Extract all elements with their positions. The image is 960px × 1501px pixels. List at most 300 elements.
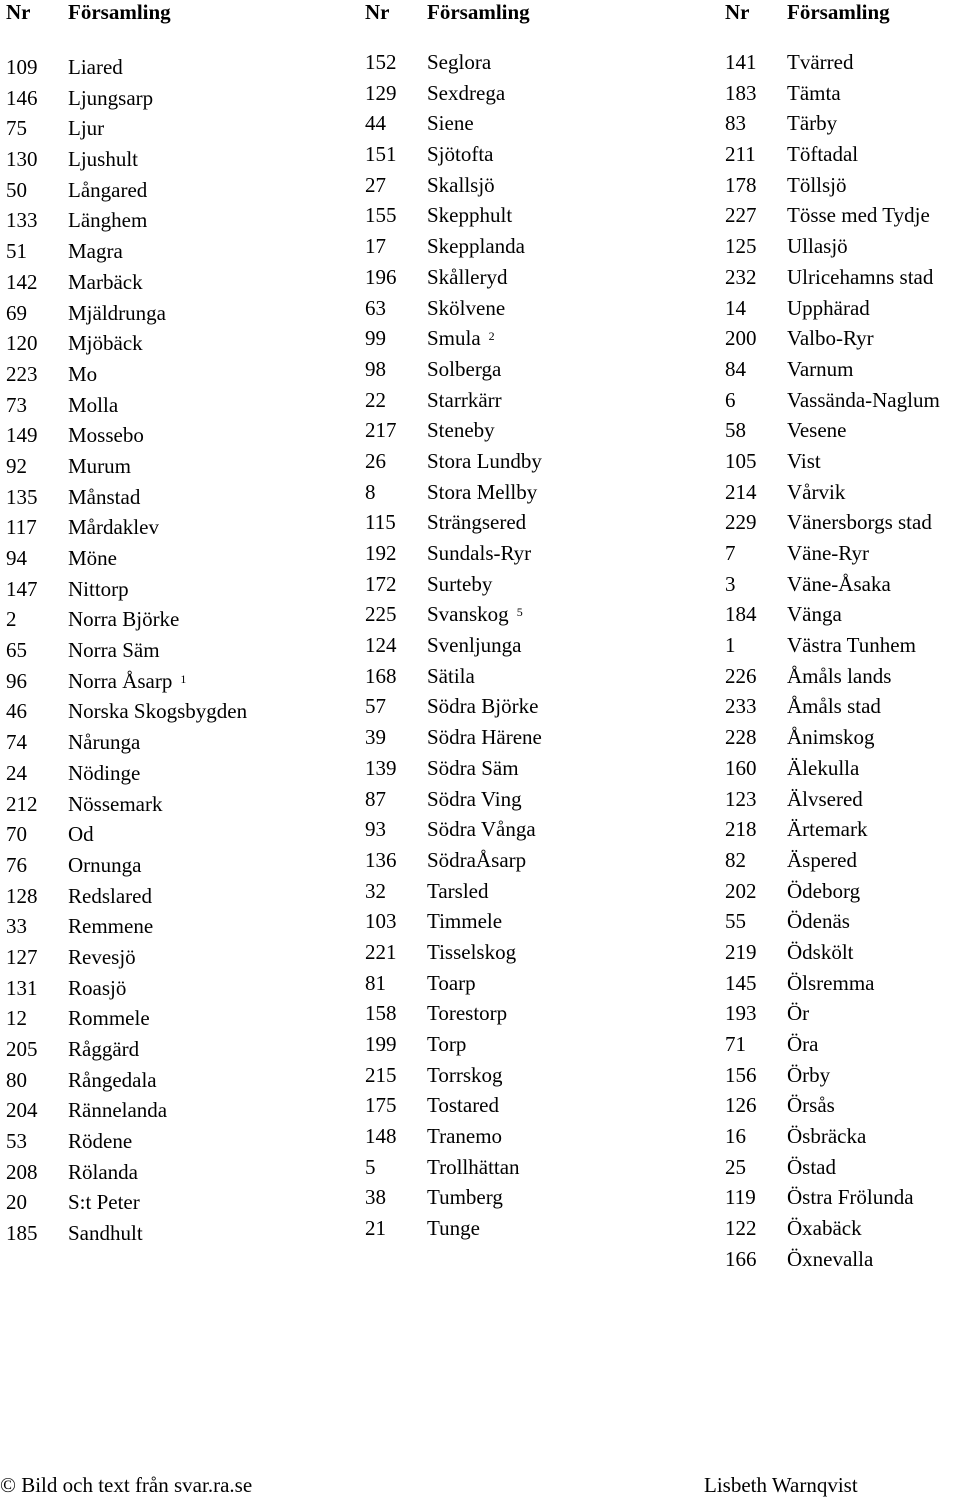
parish-name: Åmåls lands	[787, 663, 892, 688]
parish-name: Revesjö	[68, 944, 136, 969]
list-item	[6, 390, 247, 421]
parish-name: Åmåls stad	[787, 694, 881, 719]
header-nr: Nr	[725, 0, 750, 24]
parish-number: 6	[725, 387, 736, 412]
parish-name: Skålleryd	[427, 264, 508, 289]
list-item	[6, 574, 247, 605]
list-item	[725, 1121, 940, 1152]
list-item	[6, 850, 247, 881]
header-nr: Nr	[365, 0, 390, 24]
parish-name: Roasjö	[68, 975, 127, 1000]
list-item	[365, 661, 542, 692]
list-item	[725, 876, 940, 907]
list-item	[365, 998, 542, 1029]
parish-number: 75	[6, 116, 27, 141]
parish-number: 87	[365, 786, 386, 811]
parish-name: Södra Härene	[427, 725, 542, 750]
list-item	[365, 415, 542, 446]
parish-number: 226	[725, 663, 757, 688]
parish-number: 98	[365, 356, 386, 381]
parish-name: Rölanda	[68, 1159, 138, 1184]
parish-list	[725, 47, 940, 1275]
parish-name: Tumberg	[427, 1185, 503, 1210]
header-forsamling: Församling	[787, 0, 890, 24]
list-item	[365, 477, 542, 508]
parish-name: Norra Åsarp	[68, 668, 173, 693]
list-item	[365, 200, 542, 231]
parish-number: 115	[365, 510, 396, 535]
list-item	[725, 661, 940, 692]
list-item	[725, 599, 940, 630]
parish-name: Öra	[787, 1032, 819, 1056]
parish-number: 139	[365, 755, 397, 780]
parish-number: 122	[725, 1216, 757, 1241]
list-item	[365, 753, 542, 784]
parish-name: Vesene	[787, 418, 847, 443]
parish-number: 2	[6, 607, 17, 632]
list-item	[365, 78, 542, 109]
parish-name: Ödeborg	[787, 878, 861, 903]
list-item	[725, 323, 940, 354]
parish-name: Liared	[68, 55, 123, 79]
parish-number: 125	[725, 234, 757, 259]
parish-number: 65	[6, 638, 27, 663]
list-item	[365, 538, 542, 569]
parish-name: Solberga	[427, 356, 502, 381]
parish-name: Östad	[787, 1154, 836, 1179]
parish-name: Stora Lundby	[427, 448, 542, 473]
parish-number: 1	[725, 633, 736, 658]
parish-number: 141	[725, 50, 757, 74]
parish-number: 8	[365, 479, 376, 504]
parish-number: 21	[365, 1216, 386, 1241]
parish-number: 183	[725, 80, 757, 105]
list-item	[365, 108, 542, 139]
column-2	[365, 0, 542, 1241]
parish-number: 228	[725, 725, 757, 750]
parish-name: Steneby	[427, 418, 495, 443]
parish-number: 120	[6, 331, 38, 356]
parish-number: 145	[725, 970, 757, 995]
list-item	[365, 1121, 542, 1152]
list-item	[6, 1003, 247, 1034]
parish-number: 128	[6, 883, 38, 908]
parish-number: 82	[725, 847, 746, 872]
parish-name: Od	[68, 822, 94, 847]
parish-name: Mo	[68, 361, 98, 386]
parish-name: Murum	[68, 453, 131, 478]
list-item	[365, 262, 542, 293]
parish-number: 185	[6, 1221, 38, 1246]
parish-name: Långared	[68, 177, 148, 202]
column-header	[365, 0, 530, 24]
parish-name: Ornunga	[68, 852, 142, 877]
list-item	[6, 144, 247, 175]
parish-number: 212	[6, 791, 38, 816]
parish-number: 17	[365, 234, 386, 259]
parish-number: 136	[365, 847, 397, 872]
parish-name: Vist	[787, 448, 821, 473]
list-item	[365, 722, 542, 753]
header-forsamling: Församling	[427, 0, 530, 24]
parish-name: Tösse med Tydje	[787, 203, 930, 228]
parish-name: Rångedala	[68, 1067, 157, 1092]
column-3	[725, 0, 940, 1271]
list-item	[365, 1090, 542, 1121]
parish-number: 20	[6, 1190, 27, 1215]
list-item	[725, 722, 940, 753]
parish-number: 50	[6, 177, 27, 202]
parish-number: 7	[725, 541, 736, 565]
parish-number: 84	[725, 356, 746, 381]
parish-name: Väne-Åsaka	[787, 571, 891, 596]
parish-name: Öxabäck	[787, 1216, 862, 1241]
list-item	[6, 359, 247, 390]
parish-number: 25	[725, 1154, 746, 1179]
parish-name: Sjötofta	[427, 142, 494, 167]
parish-name: Rännelanda	[68, 1098, 168, 1123]
parish-number: 81	[365, 970, 386, 995]
parish-name: Norska Skogsbygden	[68, 699, 248, 724]
list-item	[365, 937, 542, 968]
parish-name: Tarsled	[427, 878, 489, 903]
parish-name: Ödskölt	[787, 939, 854, 964]
list-item	[365, 293, 542, 324]
parish-name: Svanskog	[427, 602, 509, 627]
parish-name: Vänersborgs stad	[787, 510, 932, 535]
parish-number: 229	[725, 510, 757, 535]
parish-name: Mårdaklev	[68, 515, 159, 540]
parish-number: 76	[6, 852, 27, 877]
list-item	[725, 231, 940, 262]
parish-name: Valbo-Ryr	[787, 326, 874, 351]
parish-name: Ölsremma	[787, 970, 875, 995]
parish-number: 155	[365, 203, 397, 228]
list-item	[365, 1152, 542, 1183]
parish-name: Örby	[787, 1062, 831, 1087]
list-item	[6, 727, 247, 758]
parish-number: 184	[725, 602, 757, 627]
parish-number: 215	[365, 1062, 397, 1087]
parish-number: 146	[6, 85, 38, 110]
parish-number: 178	[725, 172, 757, 197]
list-item	[6, 1034, 247, 1065]
list-item	[725, 446, 940, 477]
parish-name: Surteby	[427, 571, 493, 596]
list-item	[365, 968, 542, 999]
parish-name: Skölvene	[427, 295, 506, 320]
list-item	[6, 1187, 247, 1218]
parish-name: Stora Mellby	[427, 479, 538, 504]
parish-name: S:t Peter	[68, 1190, 140, 1215]
parish-number: 53	[6, 1129, 27, 1154]
parish-number: 58	[725, 418, 746, 443]
footer-author: Lisbeth Warnqvist	[704, 1473, 858, 1497]
column-header	[725, 0, 890, 24]
list-item	[725, 814, 940, 845]
header-forsamling: Församling	[68, 0, 171, 24]
parish-name: Torestorp	[427, 1001, 508, 1026]
list-item	[6, 482, 247, 513]
list-item	[725, 200, 940, 231]
parish-number: 204	[6, 1098, 38, 1123]
parish-name: Nittorp	[68, 576, 129, 601]
parish-name: Starrkärr	[427, 387, 502, 412]
parish-number: 221	[365, 939, 397, 964]
list-item	[725, 108, 940, 139]
parish-list	[365, 47, 542, 1244]
parish-name: Tostared	[427, 1093, 500, 1118]
parish-name: Östra Frölunda	[787, 1185, 914, 1210]
parish-name: Vassända-Naglum	[787, 387, 940, 412]
parish-name: Väne-Ryr	[787, 541, 869, 565]
parish-name: Ulricehamns stad	[787, 264, 934, 289]
parish-name: Töllsjö	[787, 172, 847, 197]
parish-number: 214	[725, 479, 757, 504]
list-item	[6, 604, 247, 635]
parish-name: Svenljunga	[427, 633, 522, 658]
parish-number: 119	[725, 1185, 756, 1210]
footnote-marker: 5	[516, 605, 523, 620]
parish-number: 124	[365, 633, 397, 658]
parish-number: 55	[725, 909, 746, 934]
parish-name: Remmene	[68, 914, 154, 939]
list-item	[725, 691, 940, 722]
list-item	[6, 973, 247, 1004]
list-item	[725, 1244, 940, 1275]
parish-number: 94	[6, 546, 27, 570]
list-item	[365, 906, 542, 937]
column-1	[6, 0, 248, 1246]
list-item	[6, 205, 247, 236]
parish-number: 39	[365, 725, 386, 750]
parish-name: Ljungsarp	[68, 85, 154, 110]
list-item	[6, 635, 247, 666]
list-item	[365, 691, 542, 722]
parish-number: 24	[6, 760, 27, 785]
parish-name: Rommele	[68, 1006, 150, 1031]
footnote-marker: 1	[180, 671, 187, 686]
parish-name: Seglora	[427, 50, 492, 74]
parish-name: Ödenäs	[787, 909, 850, 934]
parish-number: 73	[6, 392, 27, 417]
parish-number: 46	[6, 699, 27, 724]
list-item	[365, 784, 542, 815]
parish-number: 96	[6, 668, 27, 693]
parish-number: 160	[725, 755, 757, 780]
list-item	[6, 942, 247, 973]
parish-number: 26	[365, 448, 386, 473]
list-item	[725, 906, 940, 937]
parish-number: 126	[725, 1093, 757, 1118]
parish-name: Mjäldrunga	[68, 300, 166, 325]
list-item	[6, 696, 247, 727]
list-item	[725, 1029, 940, 1060]
list-item	[6, 175, 247, 206]
list-item	[725, 753, 940, 784]
list-item	[6, 236, 247, 267]
list-item	[725, 630, 940, 661]
list-item	[6, 881, 247, 912]
parish-name: Örsås	[787, 1093, 835, 1118]
list-item	[6, 789, 247, 820]
list-item	[365, 446, 542, 477]
parish-name: Marbäck	[68, 269, 143, 294]
parish-name: Molla	[68, 392, 119, 417]
parish-name: Mjöbäck	[68, 331, 143, 356]
parish-number: 133	[6, 208, 38, 233]
parish-number: 193	[725, 1001, 757, 1026]
parish-name: Upphärad	[787, 295, 870, 320]
parish-name: SödraÅsarp	[427, 847, 527, 872]
list-item	[6, 451, 247, 482]
parish-number: 63	[365, 295, 386, 320]
list-item	[725, 1182, 940, 1213]
list-item	[725, 139, 940, 170]
parish-name: Vårvik	[787, 479, 846, 504]
list-item	[725, 784, 940, 815]
parish-number: 44	[365, 111, 386, 136]
parish-name: Tisselskog	[427, 939, 517, 964]
parish-name: Redslared	[68, 883, 152, 908]
parish-name: Sexdrega	[427, 80, 506, 105]
parish-number: 168	[365, 663, 397, 688]
parish-number: 223	[6, 361, 38, 386]
list-item	[365, 876, 542, 907]
parish-name: Timmele	[427, 909, 503, 934]
parish-name: Toarp	[427, 970, 476, 995]
parish-list	[6, 52, 247, 1249]
parish-number: 147	[6, 576, 38, 601]
parish-name: Skepphult	[427, 203, 513, 228]
list-item	[6, 113, 247, 144]
parish-number: 156	[725, 1062, 757, 1087]
parish-number: 32	[365, 878, 386, 903]
list-item	[365, 385, 542, 416]
parish-number: 152	[365, 50, 397, 74]
list-item	[725, 78, 940, 109]
parish-number: 202	[725, 878, 757, 903]
list-item	[6, 1095, 247, 1126]
parish-number: 172	[365, 571, 397, 596]
list-item	[365, 507, 542, 538]
parish-number: 109	[6, 55, 38, 79]
list-item	[6, 819, 247, 850]
list-item	[6, 911, 247, 942]
parish-number: 205	[6, 1037, 38, 1061]
parish-number: 105	[725, 448, 757, 473]
list-item	[725, 845, 940, 876]
parish-number: 142	[6, 269, 38, 294]
parish-name: Ör	[787, 1001, 810, 1026]
parish-name: Nårunga	[68, 730, 141, 755]
parish-number: 3	[725, 571, 736, 596]
parish-name: Länghem	[68, 208, 148, 233]
list-item	[6, 1065, 247, 1096]
list-item	[365, 323, 542, 354]
parish-name: Strängsered	[427, 510, 527, 535]
parish-name: Skallsjö	[427, 172, 495, 197]
parish-number: 103	[365, 909, 397, 934]
parish-number: 219	[725, 939, 757, 964]
parish-number: 131	[6, 975, 38, 1000]
parish-number: 196	[365, 264, 397, 289]
parish-name: Smula	[427, 326, 481, 351]
parish-name: Södra Ving	[427, 786, 522, 811]
list-item	[6, 1218, 247, 1249]
list-item	[365, 630, 542, 661]
list-item	[725, 569, 940, 600]
list-item	[725, 538, 940, 569]
parish-number: 22	[365, 387, 386, 412]
list-item	[6, 52, 247, 83]
list-item	[6, 298, 247, 329]
list-item	[365, 1060, 542, 1091]
list-item	[725, 1090, 940, 1121]
list-item	[365, 170, 542, 201]
parish-number: 175	[365, 1093, 397, 1118]
parish-name: Nössemark	[68, 791, 163, 816]
list-item	[365, 599, 542, 630]
parish-name: Töftadal	[787, 142, 859, 167]
footer-credit: © Bild och text från svar.ra.se	[0, 1473, 253, 1497]
list-item	[365, 231, 542, 262]
parish-name: Nödinge	[68, 760, 141, 785]
list-item	[365, 1182, 542, 1213]
list-item	[725, 998, 940, 1029]
parish-number: 148	[365, 1124, 397, 1149]
parish-name: Tunge	[427, 1216, 480, 1241]
list-item	[6, 1157, 247, 1188]
list-item	[365, 569, 542, 600]
parish-number: 99	[365, 326, 386, 351]
list-item	[6, 543, 247, 574]
parish-name: Ljushult	[68, 147, 139, 172]
header-nr: Nr	[6, 0, 31, 24]
parish-number: 200	[725, 326, 757, 351]
parish-number: 92	[6, 453, 27, 478]
parish-number: 70	[6, 822, 27, 847]
parish-name: Sätila	[427, 663, 475, 688]
parish-name: Södra Vånga	[427, 817, 536, 842]
parish-number: 5	[365, 1154, 376, 1179]
parish-name: Södra Säm	[427, 755, 519, 780]
parish-name: Magra	[68, 239, 123, 264]
parish-number: 166	[725, 1246, 757, 1271]
parish-name: Ullasjö	[787, 234, 848, 259]
parish-name: Ljur	[68, 116, 105, 141]
parish-number: 57	[365, 694, 386, 719]
parish-number: 83	[725, 111, 746, 136]
parish-name: Ånimskog	[787, 725, 875, 750]
parish-name: Månstad	[68, 484, 141, 509]
list-item	[365, 354, 542, 385]
parish-number: 51	[6, 239, 27, 264]
list-item	[6, 420, 247, 451]
list-item	[6, 1126, 247, 1157]
parish-name: Älekulla	[787, 755, 860, 780]
parish-number: 225	[365, 602, 397, 627]
list-item	[6, 666, 247, 697]
list-item	[365, 1029, 542, 1060]
list-item	[725, 415, 940, 446]
parish-name: Tämta	[787, 80, 841, 105]
parish-name: Ärtemark	[787, 817, 868, 842]
parish-name: Rödene	[68, 1129, 133, 1154]
parish-name: Ösbräcka	[787, 1124, 867, 1149]
parish-name: Tranemo	[427, 1124, 503, 1149]
parish-number: 130	[6, 147, 38, 172]
